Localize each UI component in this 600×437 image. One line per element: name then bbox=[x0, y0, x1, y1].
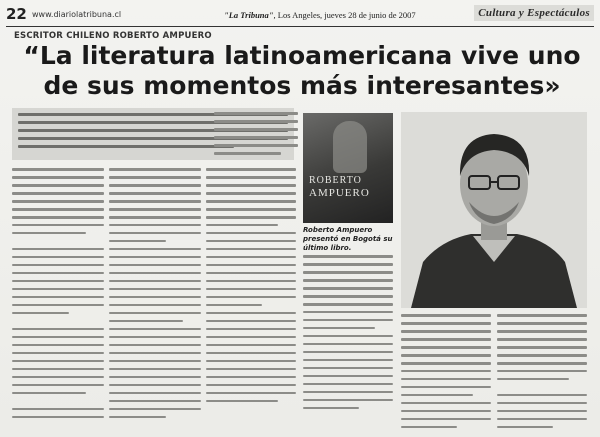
paper-name: "La Tribuna" bbox=[224, 10, 274, 20]
article-column-3 bbox=[206, 168, 296, 408]
article-column-4 bbox=[303, 255, 393, 415]
cover-caption: Roberto Ampuero presentó en Bogotá su último libro. bbox=[303, 226, 393, 252]
article-headline: “La literatura latinoamericana vive uno de sus momentos más interesantes» bbox=[23, 41, 581, 100]
cover-subtitle: AMPUERO bbox=[309, 187, 370, 199]
cover-title: ROBERTO bbox=[309, 175, 362, 186]
page-number: 22 bbox=[6, 5, 27, 23]
cover-figure bbox=[333, 121, 367, 173]
site-url: www.diariolatribuna.cl bbox=[32, 10, 122, 19]
article-column-2 bbox=[109, 168, 201, 424]
article-column-1 bbox=[12, 168, 104, 424]
article-column-2-top bbox=[214, 112, 298, 160]
section-title: Cultura y Espectáculos bbox=[474, 5, 594, 21]
masthead bbox=[6, 4, 594, 27]
book-cover-photo bbox=[303, 113, 393, 223]
issue-line: "La Tribuna", Los Angeles, jueves 28 de junio de 2007 bbox=[224, 10, 416, 20]
issue-date: Los Angeles, jueves 28 de junio de 2007 bbox=[277, 10, 416, 20]
author-portrait bbox=[401, 112, 587, 308]
article-kicker: ESCRITOR CHILENO ROBERTO AMPUERO bbox=[14, 31, 212, 41]
author-portrait-drawing bbox=[401, 112, 587, 308]
article-column-5 bbox=[401, 314, 491, 434]
article-column-6 bbox=[497, 314, 587, 434]
